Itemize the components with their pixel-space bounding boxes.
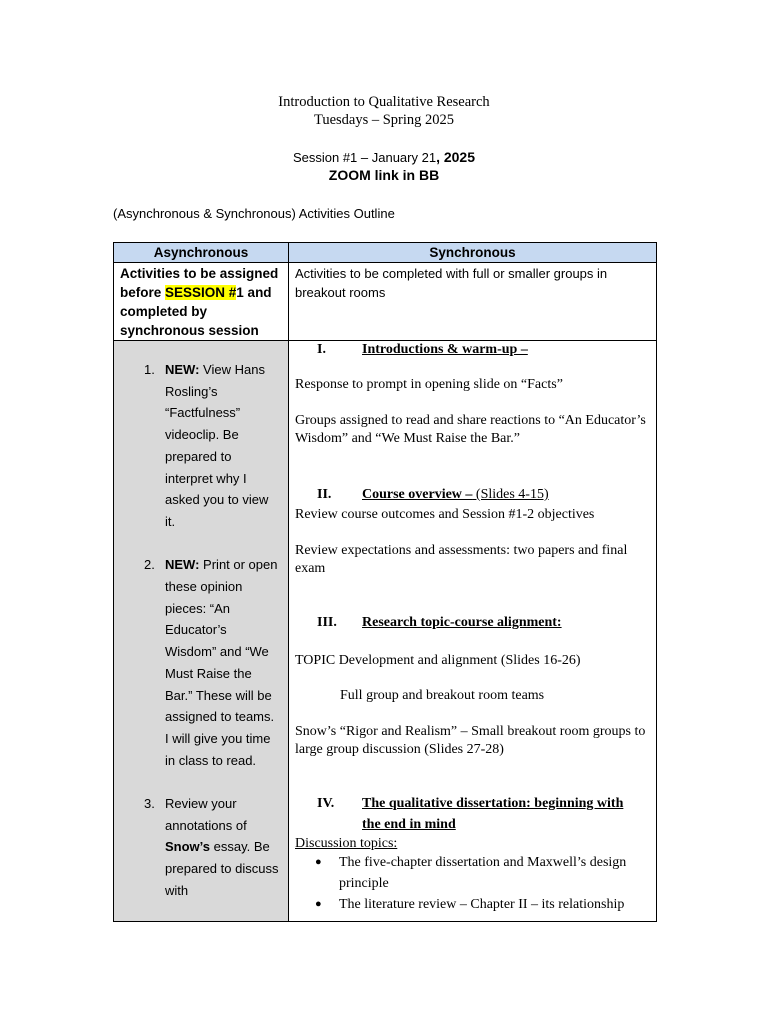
outline-label: (Asynchronous & Synchronous) Activities Outline: [113, 206, 395, 221]
section-heading-3: III. Research topic-course alignment:: [317, 615, 562, 630]
async-intro-a: Activities to be assigned before: [120, 266, 279, 300]
list-item: 3. Review your annotations of Snow’s essay. Be prepared to discuss with: [144, 796, 279, 898]
async-list: [114, 359, 289, 902]
section-2-paragraph-1: Review course outcomes and Session #1-2 objectives: [295, 507, 595, 522]
discussion-topics-label: Discussion topics:: [295, 836, 398, 851]
section-heading-2: II. Course overview – (Slides 4-15): [317, 487, 549, 502]
async-intro-cell: [114, 263, 289, 341]
section-1-paragraph-2: Groups assigned to read and share reactions to “An Educator’s Wisdom” and “We Must Raise the Bar.”: [295, 413, 646, 446]
session-year: , 2025: [436, 149, 476, 165]
section-heading-4: IV. The qualitative dissertation: beginning with: [317, 796, 624, 811]
section-3-paragraph-3: Snow’s “Rigor and Realism” – Small breakout room groups to large group discussion (Slides 27-28): [295, 724, 646, 757]
list-item: 1. NEW: View Hans Rosling’s “Factfulness” videoclip. Be prepared to interpret why I asked you to view it.: [144, 362, 269, 529]
activities-table: [113, 242, 657, 922]
section-2-paragraph-2: Review expectations and assessments: two papers and final exam: [295, 543, 628, 576]
col-header-asynchronous: Asynchronous: [114, 243, 289, 263]
async-activities-cell: [114, 341, 289, 922]
session-date: Session #1 – January 21: [292, 150, 437, 165]
section-3-paragraph-2: Full group and breakout room teams: [340, 688, 545, 703]
zoom-link-note: ZOOM link in BB: [328, 167, 440, 183]
list-item: ● The five-chapter dissertation and Maxwell’s design principle: [315, 855, 627, 891]
section-heading-4-cont: the end in mind: [362, 817, 456, 832]
document-subtitle: Tuesdays – Spring 2025: [313, 112, 455, 128]
document-title: Introduction to Qualitative Research: [278, 94, 490, 110]
section-1-paragraph-1: Response to prompt in opening slide on “Facts”: [295, 377, 563, 392]
list-item: 2. NEW: Print or open these opinion pieces: “An Educator’s Wisdom” and “We Must Raise the Bar.” These will be assigned to teams. I will give you time in class to read.: [144, 557, 278, 768]
list-item: ● The literature review – Chapter II – its relationship: [315, 897, 625, 912]
session-line: [0, 149, 768, 165]
sync-activities-cell: [289, 341, 657, 922]
async-intro-b: 1 and completed by synchronous session: [120, 285, 272, 338]
highlighted-session: SESSION #: [165, 285, 237, 300]
col-header-synchronous: Synchronous: [289, 243, 657, 263]
sync-intro-cell: Activities to be completed with full or smaller groups in breakout rooms: [289, 263, 657, 341]
section-3-paragraph-1: TOPIC Development and alignment (Slides 16-26): [295, 653, 581, 668]
section-heading-1: I. Introductions & warm-up –: [317, 342, 528, 357]
